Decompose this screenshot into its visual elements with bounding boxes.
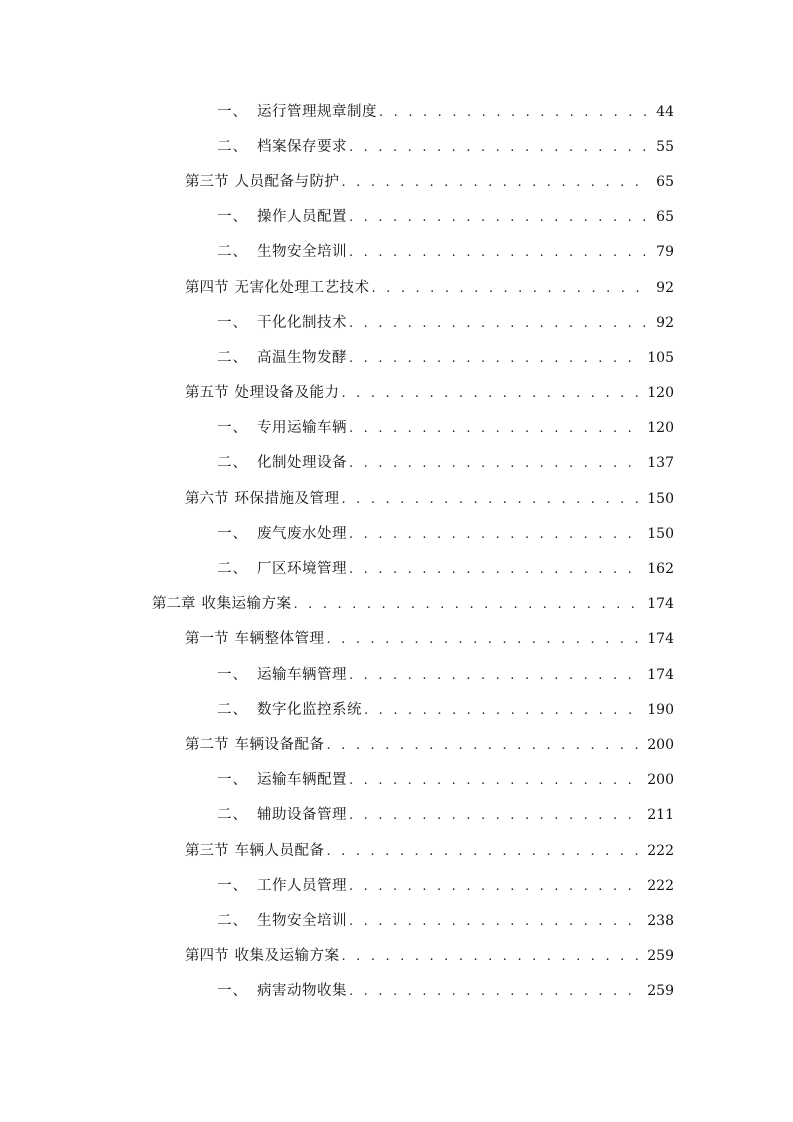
toc-entry-page: 150 [647,490,674,507]
toc-entry-title: 车辆人员配备 [234,842,325,859]
toc-entry-title: 病害动物收集 [257,983,347,1000]
toc-entry-page: 222 [647,877,674,894]
toc-entry-number: 一、 [217,420,248,437]
toc-entry-title: 生物安全培训 [257,912,347,929]
dot-leader [342,173,651,193]
toc-entry-title: 生物安全培训 [257,244,347,261]
toc-entry-number: 二、 [217,349,248,366]
toc-entry[interactable] [0,305,793,340]
toc-entry-title: 运行管理规章制度 [257,103,377,120]
toc-entry-number: 一、 [217,983,248,1000]
toc-entry-page: 44 [656,103,674,120]
toc-entry-title: 收集运输方案 [201,596,292,613]
toc-entry-number: 一、 [217,666,248,683]
toc-entry-page: 92 [656,279,674,296]
dot-leader [364,701,641,721]
toc-entry[interactable] [0,446,793,481]
toc-entry-page: 259 [647,983,674,1000]
dot-leader [372,279,651,299]
toc-entry-title: 档案保存要求 [257,138,347,155]
toc-entry[interactable] [0,235,793,270]
toc-entry-page: 120 [647,385,674,402]
toc-entry-number: 第三节 [185,173,229,190]
toc-entry-page: 222 [647,842,674,859]
dot-leader [349,560,641,580]
toc-entry-title: 专用运输车辆 [257,420,347,437]
dot-leader [349,877,641,897]
toc-entry-title: 工作人员管理 [257,877,347,894]
toc-entry-number: 第二节 [185,736,229,753]
toc-entry[interactable] [0,340,793,375]
toc-entry-title: 处理设备及能力 [234,385,340,402]
toc-entry-title: 运输车辆配置 [257,772,347,789]
toc-entry-number: 第四节 [185,948,229,965]
toc-entry-number: 一、 [217,314,248,331]
dot-leader [379,103,650,123]
toc-entry[interactable] [0,657,793,692]
toc-entry-number: 一、 [217,877,248,894]
toc-entry-page: 105 [647,349,674,366]
toc-entry[interactable] [0,798,793,833]
dot-leader [349,806,641,826]
toc-entry-number: 第三节 [185,842,229,859]
toc-entry-number: 二、 [217,701,248,718]
toc-entry[interactable] [0,411,793,446]
toc-entry[interactable] [0,692,793,727]
toc-entry[interactable] [0,587,793,622]
dot-leader [294,595,642,615]
toc-entry-page: 259 [647,948,674,965]
toc-entry-title: 车辆设备配备 [234,736,325,753]
toc-entry[interactable] [0,551,793,586]
dot-leader [349,208,650,228]
toc-entry[interactable] [0,727,793,762]
dot-leader [349,666,641,686]
toc-entry-page: 150 [647,525,674,542]
dot-leader [349,349,641,369]
toc-entry-number: 第四节 [185,279,229,296]
toc-entry-number: 第二章 [152,596,196,613]
toc-entry-page: 162 [647,561,674,578]
dot-leader [349,771,641,791]
dot-leader [327,842,642,862]
toc-entry[interactable] [0,763,793,798]
toc-entry-number: 第一节 [185,631,229,648]
toc-entry-page: 200 [647,772,674,789]
toc-entry[interactable] [0,164,793,199]
dot-leader [349,138,650,158]
toc-entry-page: 174 [647,596,674,613]
toc-entry-number: 第五节 [185,385,229,402]
toc-entry-page: 55 [656,138,674,155]
dot-leader [327,736,642,756]
toc-entry[interactable] [0,939,793,974]
toc-entry-page: 65 [656,209,674,226]
toc-entry-number: 第六节 [185,490,229,507]
toc-entry-title: 干化化制技术 [257,314,347,331]
toc-entry[interactable] [0,868,793,903]
dot-leader [349,314,650,334]
toc-entry-page: 190 [647,701,674,718]
dot-leader [349,525,641,545]
dot-leader [327,630,642,650]
toc-entry-number: 二、 [217,912,248,929]
dot-leader [342,490,642,510]
toc-entry-number: 二、 [217,244,248,261]
toc-entry-number: 一、 [217,772,248,789]
toc-entry-page: 174 [647,631,674,648]
toc-entry-title: 车辆整体管理 [234,631,325,648]
toc-entry-title: 操作人员配置 [257,209,347,226]
toc-entry[interactable] [0,903,793,938]
toc-entry-number: 二、 [217,807,248,824]
toc-entry[interactable] [0,481,793,516]
toc-entry-page: 120 [647,420,674,437]
toc-entry-page: 137 [647,455,674,472]
toc-entry[interactable] [0,200,793,235]
toc-entry[interactable] [0,270,793,305]
toc-entry-number: 二、 [217,455,248,472]
toc-entry-title: 辅助设备管理 [257,807,347,824]
toc-entry-page: 92 [656,314,674,331]
toc-entry-number: 一、 [217,209,248,226]
toc-entry-page: 174 [647,666,674,683]
dot-leader [342,384,642,404]
toc-entry[interactable] [0,94,793,129]
toc-entry-number: 二、 [217,561,248,578]
toc-entry[interactable] [0,833,793,868]
toc-entry-page: 238 [647,912,674,929]
toc-entry-title: 环保措施及管理 [234,490,340,507]
dot-leader [349,454,641,474]
toc-entry-page: 211 [647,807,674,824]
toc-entry-title: 化制处理设备 [257,455,347,472]
toc-entry-title: 收集及运输方案 [234,948,340,965]
toc-entry-number: 一、 [217,525,248,542]
toc-entry-title: 数字化监控系统 [257,701,362,718]
table-of-contents [0,94,793,1009]
toc-entry-page: 79 [656,244,674,261]
toc-entry[interactable] [0,129,793,164]
dot-leader [349,419,641,439]
toc-entry-title: 运输车辆管理 [257,666,347,683]
toc-entry-page: 200 [647,736,674,753]
dot-leader [342,947,642,967]
toc-entry-title: 人员配备与防护 [234,173,340,190]
toc-entry-number: 二、 [217,138,248,155]
toc-entry-title: 无害化处理工艺技术 [234,279,370,296]
toc-entry-number: 一、 [217,103,248,120]
toc-entry[interactable] [0,622,793,657]
toc-entry-title: 废气废水处理 [257,525,347,542]
dot-leader [349,982,641,1002]
dot-leader [349,912,641,932]
toc-entry[interactable] [0,974,793,1009]
toc-entry[interactable] [0,376,793,411]
dot-leader [349,243,650,263]
toc-entry-title: 厂区环境管理 [257,561,347,578]
toc-entry[interactable] [0,516,793,551]
toc-entry-title: 高温生物发酵 [257,349,347,366]
toc-entry-page: 65 [656,173,674,190]
